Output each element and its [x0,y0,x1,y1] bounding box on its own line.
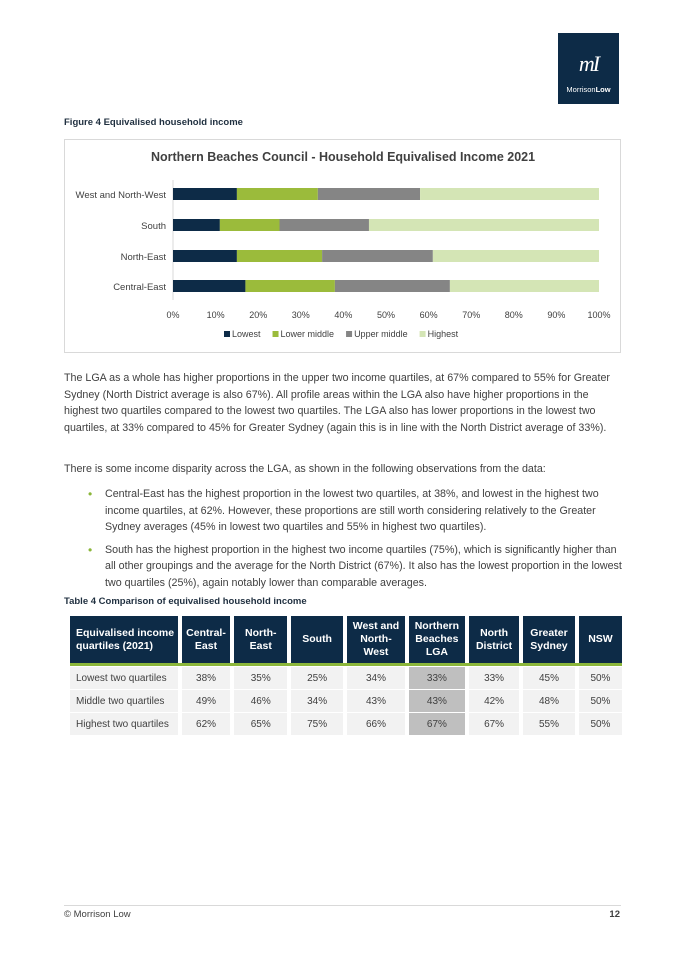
footer-copyright: © Morrison Low [64,909,131,920]
header-text: NSW [588,633,613,645]
header-text: East [249,639,272,652]
table-header-cell [182,616,231,663]
x-tick-label: 100% [587,310,611,320]
logo-name-b: Low [595,85,611,94]
x-tick-label: 90% [547,310,566,320]
table-cell: 33% [469,667,519,690]
paragraph-1: The LGA as a whole has higher proportions in the upper two income quartiles, at 67% compared to 55% for Greater Sydney (North District average is also 67%). All profile areas within the LGA also have higher proportions in the highest two quartiles compared to the lowest two quartiles. The LGA also has lower proportions in the lowest two quartiles, at 33% compared to 45% for Greater Sydney (again this is in line with the North District average of 33%). [64,372,610,434]
bar-segment [237,250,322,262]
table-cell: 67% [469,713,519,736]
x-tick-label: 40% [334,310,353,320]
legend-label: Lower middle [280,329,335,339]
bullet-text: South has the highest proportion in the highest two income quartiles (75%), which is significantly higher than all other groupings and the average for the North District (67%). It also has the lowest proportion in the lowest two quartiles (25%), again notably lower than comparable averages. [105,543,622,589]
legend-label: Lowest [232,329,261,339]
table-cell: 45% [523,667,575,690]
table-cell: 50% [579,713,622,736]
header-text: LGA [425,646,448,658]
header-text: North- [360,633,392,645]
bar-segment [335,280,450,292]
category-label: Central-East [113,282,166,293]
table-header-cell [523,616,575,663]
header-text: Central- [186,626,226,639]
page-number: 12 [609,909,620,920]
table-cell: 34% [291,690,343,713]
list-item [64,542,624,592]
legend-swatch [420,331,426,337]
logo-mark: mI [578,51,599,76]
row-label: Lowest two quartiles [70,667,178,690]
table-row [70,713,622,736]
header-text: West [363,646,389,658]
table-cell: 35% [234,667,287,690]
table-cell: 38% [182,667,231,690]
x-tick-label: 80% [504,310,523,320]
table-header-row [70,616,622,663]
bar-segment [220,219,280,231]
category-label: South [141,221,166,232]
table-cell: 55% [523,713,575,736]
bar-segment [173,250,237,262]
legend-swatch [346,331,352,337]
chart-title: Northern Beaches Council - Household Equivalised Income 2021 [150,150,536,164]
table-cell: 50% [579,667,622,690]
bar-segment [420,188,599,200]
table-header-cell [291,616,343,663]
x-tick-label: 0% [166,310,180,320]
header-text: quartiles (2021) [76,639,154,652]
header-text: North [480,626,509,639]
income-table [66,616,626,736]
table-cell: 75% [291,713,343,736]
paragraph-2: There is some income disparity across the LGA, as shown in the following observations from the data: [64,463,546,475]
table-row [70,667,622,690]
table-body [70,667,622,736]
bar-segment [173,219,220,231]
header-text: North- [244,626,277,639]
bullet-icon: • [88,487,93,501]
bar-segment [433,250,599,262]
x-tick-label: 60% [419,310,438,320]
table-cell: 25% [291,667,343,690]
table-cell: 34% [347,667,405,690]
x-tick-label: 20% [249,310,268,320]
income-chart [64,139,621,353]
table-cell: 65% [234,713,287,736]
table-header-cell [469,616,519,663]
table-cell: 50% [579,690,622,713]
table-cell: 42% [469,690,519,713]
bar-segment [237,188,318,200]
table-cell: 43% [409,690,465,713]
table-header-cell [579,616,622,663]
bar-segment [369,219,599,231]
table-cell: 62% [182,713,231,736]
legend-label: Upper middle [354,329,408,339]
table-cell: 66% [347,713,405,736]
x-tick-label: 10% [206,310,225,320]
row-label: Middle two quartiles [70,690,178,713]
bar-segment [173,188,237,200]
observation-list [64,486,624,597]
category-label: North-East [120,252,166,263]
bar-segment [280,219,369,231]
logo-wordmark [558,85,619,95]
table-header-cell [234,616,287,663]
header-text: East [194,639,218,652]
morrison-low-logo [558,33,619,104]
header-text: Equivalised income [76,626,175,639]
header-text: West and [352,620,400,632]
x-tick-label: 50% [376,310,396,320]
x-tick-label: 30% [291,310,310,320]
logo-name-a: Morrison [566,85,596,94]
header-text: South [302,633,332,645]
category-label: West and North-West [75,190,166,201]
row-label: Highest two quartiles [70,713,178,736]
table-cell: 49% [182,690,231,713]
footer-divider [64,905,621,906]
x-tick-label: 70% [462,310,481,320]
figure-caption: Figure 4 Equivalised household income [64,117,243,128]
bar-segment [318,188,420,200]
header-text: District [475,639,513,652]
header-text: Greater [530,626,568,639]
bar-segment [173,280,245,292]
table-cell: 43% [347,690,405,713]
table-header-cell [347,616,405,663]
bullet-icon: • [88,542,93,557]
table-caption: Table 4 Comparison of equivalised household income [64,596,307,607]
bullet-text: Central-East has the highest proportion in the lowest two quartiles, at 38%, and lowest in the highest two income quartiles, at 62%. However, these proportions are still worth considering relatively to the Greater Sydney averages (45% in lowest two quartiles and 55% in highest two quartiles). [105,488,599,533]
bar-segment [450,280,599,292]
bar-segment [322,250,433,262]
table-cell: 67% [409,713,465,736]
table-cell: 48% [523,690,575,713]
header-text: Sydney [530,639,568,652]
bar-segment [245,280,334,292]
table-header-cell [409,616,465,663]
legend-label: Highest [427,329,459,339]
table-cell: 46% [234,690,287,713]
legend-swatch [224,331,230,337]
table-row [70,690,622,713]
header-text: Beaches [415,633,459,645]
header-text: Northern [414,620,460,632]
list-item [64,486,624,536]
table-cell: 33% [409,667,465,690]
table-header-cell [70,616,178,663]
chart-svg [65,140,622,354]
legend-swatch [273,331,279,337]
